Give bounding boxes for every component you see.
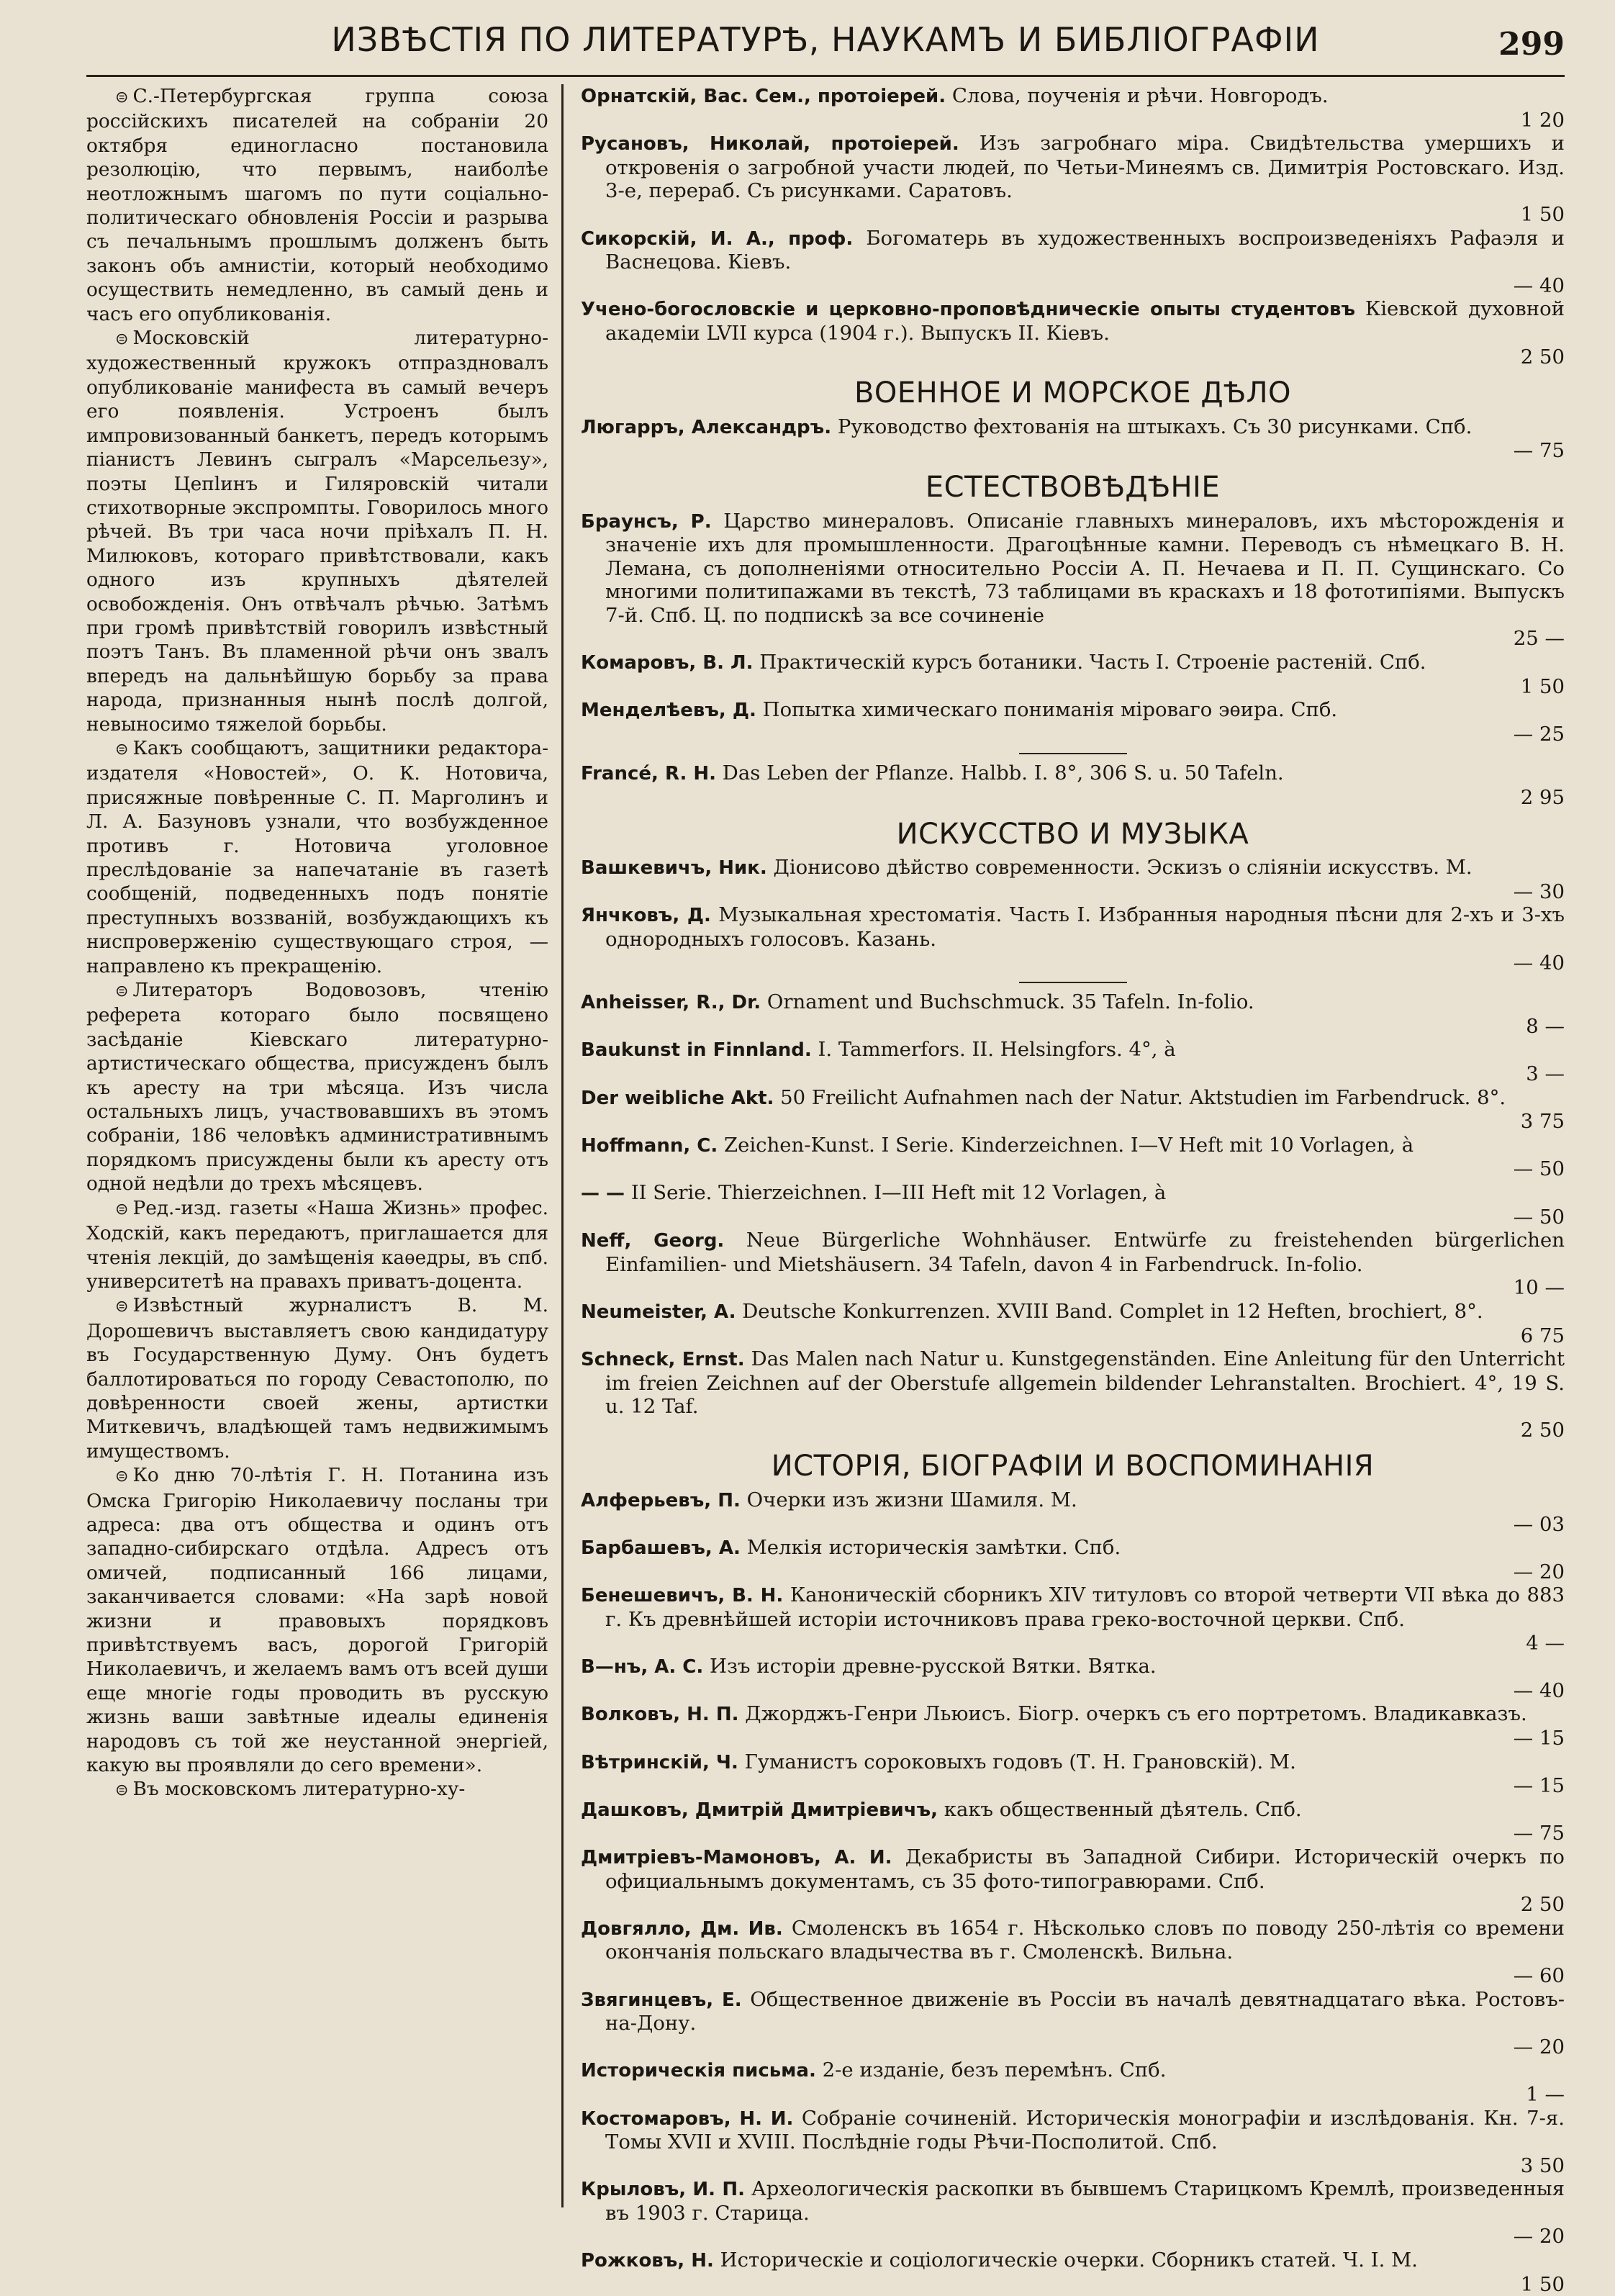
bibliography-entry	[581, 1488, 1565, 1536]
entry-text: 2-е изданіе, безъ перемѣнъ. Спб.	[822, 2058, 1167, 2082]
entry-text: Очерки изъ жизни Шамиля. М.	[746, 1488, 1077, 1512]
entry-author: Neumeister, A.	[581, 1301, 736, 1323]
entry-author: Сикорскій, И. А., проф.	[581, 227, 854, 250]
news-bullet-icon: ⊜	[115, 1200, 129, 1219]
entry-author: Бенешевичъ, В. Н.	[581, 1585, 784, 1607]
entry-text: Царство минераловъ. Описаніе главныхъ минераловъ, ихъ мѣсторожденія и значеніе ихъ для промышленности. Драгоцѣнные камни. Переводъ съ нѣмецкаго В. Н. Лемана, съ дополненіями относительно Россіи А. П. Нечаева и П. П. Сущинскаго. Со многими политипажами въ текстѣ, 73 таблицами въ краскахъ и 18 фототипіями. Выпускъ 7-й. Спб. Ц. по подпискѣ за все сочиненіе	[605, 509, 1565, 627]
bibliography-entry	[581, 227, 1565, 298]
entry-author: Hoffmann, C.	[581, 1134, 718, 1157]
bibliography-entry	[581, 651, 1565, 698]
entry-text: Ornament und Buchschmuck. 35 Tafeln. In-folio.	[766, 990, 1254, 1014]
entry-text: Das Leben der Pflanze. Halbb. I. 8°, 306 S. u. 50 Tafeln.	[722, 761, 1284, 785]
entry-author: Der weibliche Akt.	[581, 1087, 774, 1109]
entry-price: 6 75	[1520, 1324, 1565, 1347]
entry-text: Neue Bürgerliche Wohnhäuser. Entwürfe zu freistehenden bürgerlichen Einfamilien- und Mietshäusern. 34 Tafeln, davon 4 in Farbendruck. In-folio.	[605, 1229, 1565, 1276]
entry-text: Мелкія историческія замѣтки. Спб.	[746, 1536, 1121, 1560]
entry-text: Das Malen nach Natur u. Kunstgegenständen. Eine Anleitung für den Unterricht im freien Zeichnen auf der Oberstufe allgemein bildender Lehranstalten. Brochiert. 4°, 19 S. u. 12 Taf.	[605, 1347, 1565, 1419]
entry-text: Deutsche Konkurrenzen. XVIII Band. Complet in 12 Heften, brochiert, 8°.	[742, 1299, 1483, 1323]
entry-price: 4 —	[1526, 1631, 1565, 1655]
entry-author: Менделѣевъ, Д.	[581, 700, 756, 722]
news-paragraph	[86, 326, 548, 736]
news-bullet-icon: ⊜	[115, 89, 129, 107]
news-text: Литераторъ Водовозовъ, чтенію реферета котораго было посвящено засѣданіе Кіевскаго литературно-артистическаго общества, присужденъ былъ къ аресту на три мѣсяца. Изъ числа остальныхъ лицъ, участвовавшихъ въ этомъ собраніи, 186 человѣкъ административнымъ порядкомъ присуждены были къ аресту отъ одной недѣли до трехъ мѣсяцевъ.	[86, 979, 548, 1196]
entry-text: 50 Freilicht Aufnahmen nach der Natur. Aktstudien im Farbendruck. 8°.	[780, 1085, 1506, 1109]
header-title: ИЗВѢСТІЯ ПО ЛИТЕРАТУРѢ, НАУКАМЪ И БИБЛІОГРАФІИ	[331, 20, 1320, 59]
entry-price: 2 50	[1520, 1418, 1565, 1442]
news-text: С.-Петербургская группа союза россійскихъ писателей на собраніи 20 октября единогласно постановила резолюцію, что первымъ, наиболѣе неотложнымъ шагомъ по пути соціально-политическаго обновленія Россіи и разрыва съ печальнымъ прошлымъ долженъ быть законъ объ амнистіи, который необходимо осуществить немедленно, въ самый день и часъ его опубликованія.	[86, 85, 548, 325]
entry-price: 1 20	[1520, 108, 1565, 132]
news-paragraph	[86, 84, 548, 326]
bibliography-entry	[581, 1300, 1565, 1347]
news-paragraph	[86, 1463, 548, 1777]
separator-rule	[1019, 982, 1127, 983]
news-paragraph	[86, 978, 548, 1196]
bibliography-entry	[581, 1750, 1565, 1798]
bibliography-entry	[581, 990, 1565, 1038]
news-column	[86, 84, 561, 2207]
entry-text: Руководство фехтованія на штыкахъ. Съ 30 рисунками. Спб.	[837, 415, 1472, 438]
entry-price: 2 50	[1520, 1893, 1565, 1917]
bibliography-entry	[581, 761, 1565, 809]
news-bullet-icon: ⊜	[115, 1468, 129, 1486]
news-bullet-icon: ⊜	[115, 1781, 129, 1800]
entry-text: Изъ загробнаго міра. Свидѣтельства умершихъ и откровенія о загробной участи людей, по Четьи-Минеямъ св. Димитрія Ростовскаго. Изд. 3-е, перераб. Съ рисунками. Саратовъ.	[605, 132, 1565, 203]
news-paragraph	[86, 1777, 548, 1802]
entry-author: Русановъ, Николай, протоіерей.	[581, 133, 959, 155]
entry-author: Anheisser, R., Dr.	[581, 992, 761, 1014]
entry-text: Попытка химическаго пониманія міроваго эѳира. Спб.	[762, 698, 1338, 722]
separator-rule	[1019, 753, 1127, 754]
page-header	[86, 20, 1565, 71]
entry-text: Декабристы въ Западной Сибири. Историческій очеркъ по официальнымъ документамъ, съ 35 фото-типогравюрами. Спб.	[605, 1845, 1565, 1893]
entry-author: Neff, Georg.	[581, 1230, 725, 1252]
entry-author: Костомаровъ, Н. И.	[581, 2107, 794, 2130]
entry-author: Дмитріевъ-Мамоновъ, А. И.	[581, 1846, 892, 1868]
entry-author: Волковъ, Н. П.	[581, 1704, 739, 1726]
entry-text: Джорджъ-Генри Льюисъ. Біогр. очеркъ съ его портретомъ. Владикавказъ.	[745, 1702, 1527, 1726]
entry-price: 3 —	[1526, 1062, 1565, 1085]
news-bullet-icon: ⊜	[115, 740, 129, 759]
entry-text: Каноническій сборникъ XIV титуловъ со второй четверти VII вѣка до 883 г. Къ древнѣйшей исторіи источниковъ права греко-восточной церкви. Спб.	[605, 1583, 1565, 1632]
entry-author: — —	[581, 1182, 625, 1204]
entry-author: Довгялло, Дм. Ив.	[581, 1917, 783, 1940]
entry-price: 1 50	[1520, 202, 1565, 226]
entry-author: Алферьевъ, П.	[581, 1490, 741, 1512]
entry-author: Люгарръ, Александръ.	[581, 416, 832, 438]
entry-price: — 30	[1513, 880, 1565, 903]
news-text: Московскій литературно-художественный кружокъ отпраздновалъ опубликованіе манифеста въ самый вечеръ его появленія. Устроенъ былъ импровизованный банкетъ, передъ которымъ піанистъ Левинъ сыгралъ «Марсельезу», поэты Цепlинъ и Гиляровскій читали стихотворные экспромпты. Говорилось много рѣчей. Въ три часа ночи пріѣхалъ П. Н. Милюковъ, котораго привѣтствовали, какъ одного изъ крупныхъ дѣятелей освобожденія. Онъ отвѣчалъ рѣчью. Затѣмъ при громѣ привѣтствій говорилъ извѣстный поэтъ Танъ. Въ пламенной рѣчи онъ звалъ впередъ на дальнѣйшую борьбу за права народа, признанныя нынѣ послѣ долгой, невыносимо тяжелой борьбы.	[86, 327, 549, 736]
bibliography-entry	[581, 1181, 1565, 1229]
entry-author: Янчковъ, Д.	[581, 905, 711, 927]
bibliography-entry	[581, 856, 1565, 903]
entry-price: — 25	[1513, 722, 1565, 746]
entry-price: — 15	[1513, 1727, 1565, 1750]
bibliography-entry	[581, 1536, 1565, 1583]
entry-price: — 20	[1513, 1560, 1565, 1583]
entry-price: 25 —	[1513, 627, 1565, 651]
header-rule	[86, 75, 1565, 77]
bibliography-entry	[581, 2248, 1565, 2296]
entry-author: Рожковъ, Н.	[581, 2250, 714, 2272]
news-text: Извѣстный журналистъ В. М. Дорошевичъ выставляетъ свою кандидатуру въ Государственную Думу. Онъ будетъ баллотироваться по городу Севастополю, по довѣренности своей жены, артистки Миткевичъ, владѣющей тамъ недвижимымъ имуществомъ.	[86, 1294, 548, 1463]
entry-text: Музыкальная хрестоматія. Часть I. Избранныя народныя пѣсни для 2-хъ и 3-хъ однородныхъ голосовъ. Казань.	[605, 903, 1565, 951]
entry-author: Историческія письма.	[581, 2060, 816, 2082]
bibliography-entry	[581, 1798, 1565, 1845]
bibliography-entry	[581, 1917, 1565, 1988]
entry-author: Барбашевъ, А.	[581, 1537, 741, 1560]
bibliography-entry	[581, 1702, 1565, 1750]
entry-price: — 20	[1513, 2035, 1565, 2058]
entry-text: Общественное движеніе въ Россіи въ началѣ девятнадцатаго вѣка. Ростовъ-на-Дону.	[605, 1987, 1565, 2035]
entry-text: Кіевской духовной академіи LVII курса (1904 г.). Выпускъ II. Кіевъ.	[605, 297, 1565, 345]
bibliography-entry	[581, 1988, 1565, 2059]
news-text: Какъ сообщаютъ, защитники редактора-издателя «Новостей», О. К. Нотовича, присяжные повѣренные С. П. Марголинъ и Л. А. Базуновъ узнали, что возбужденное противъ г. Нотовича уголовное преслѣдованіе за напечатаніе въ газетѣ сообщеній, подведенныхъ подъ понятіе преступныхъ воззваній, возбуждающихъ къ ниспроверженію существующаго строя, — направлено къ прекращенію.	[86, 736, 548, 977]
entry-price: — 40	[1513, 274, 1565, 297]
entry-text: Изъ исторіи древне-русской Вятки. Вятка.	[710, 1655, 1157, 1678]
entry-text: Собраніе сочиненій. Историческія монографіи и изслѣдованія. Кн. 7-я. Томы XVII и XVIII. Послѣдніе годы Рѣчи-Посполитой. Спб.	[605, 2106, 1565, 2154]
entry-price: — 15	[1513, 1774, 1565, 1798]
entry-text: Богоматерь въ художественныхъ воспроизведеніяхъ Рафаэля и Васнецова. Кіевъ.	[605, 226, 1565, 274]
bibliography-entry	[581, 903, 1565, 975]
section-heading: ВОЕННОЕ И МОРСКОЕ ДѢЛО	[854, 376, 1291, 410]
bibliography-entry	[581, 1134, 1565, 1181]
bibliography-entry	[581, 2177, 1565, 2248]
bibliography-entry	[581, 1655, 1565, 1702]
bibliography-entry	[581, 132, 1565, 226]
entry-text: Смоленскъ въ 1654 г. Нѣсколько словъ по поводу 250-лѣтія со времени окончанія польскаго владычества въ г. Смоленскѣ. Вильна.	[605, 1916, 1565, 1964]
news-paragraph	[86, 1196, 548, 1294]
bibliography-entry	[581, 415, 1565, 463]
entry-price: 3 50	[1520, 2153, 1565, 2177]
entry-author: Браунсъ, Р.	[581, 510, 712, 533]
entry-text: Археологическія раскопки въ бывшемъ Старицкомъ Кремлѣ, произведенныя въ 1903 г. Старица.	[605, 2177, 1565, 2225]
entry-text: Zeichen-Kunst. I Serie. Kinderzeichnen. I—V Heft mit 10 Vorlagen, à	[723, 1133, 1414, 1157]
entry-price: 2 95	[1520, 786, 1565, 810]
news-paragraph	[86, 736, 548, 978]
entry-author: Вѣтринскій, Ч.	[581, 1751, 738, 1773]
entry-price: 1 50	[1520, 674, 1565, 698]
section-heading: ЕСТЕСТВОВѢДѢНІЕ	[925, 470, 1221, 504]
entry-text: Историческіе и соціологическіе очерки. Сборникъ статей. Ч. I. М.	[720, 2248, 1418, 2272]
entry-author: Baukunst in Finnland.	[581, 1039, 812, 1062]
entry-text: Практическій курсъ ботаники. Часть I. Строеніе растеній. Спб.	[759, 651, 1426, 674]
section-heading: ИСКУССТВО И МУЗЫКА	[896, 817, 1249, 851]
entry-price: — 50	[1513, 1205, 1565, 1229]
news-text: Въ московскомъ литературно-ху-	[132, 1778, 466, 1801]
entry-price: — 60	[1513, 1963, 1565, 1987]
entry-price: — 75	[1513, 1822, 1565, 1845]
entry-price: — 75	[1513, 439, 1565, 463]
bibliography-entry	[581, 1086, 1565, 1134]
entry-author: Вашкевичъ, Ник.	[581, 857, 767, 880]
entry-price: 1 50	[1520, 2272, 1565, 2296]
bibliography-entry	[581, 1583, 1565, 1655]
entry-price: — 20	[1513, 2225, 1565, 2248]
entry-price: — 40	[1513, 951, 1565, 975]
entry-text: Слова, поученія и рѣчи. Новгородъ.	[951, 84, 1329, 107]
news-paragraph	[86, 1293, 548, 1463]
entry-text: Діонисово дѣйство современности. Эскизъ о сліяніи искусствъ. М.	[773, 856, 1472, 880]
bibliography-entry	[581, 84, 1565, 132]
bibliography-entry	[581, 1229, 1565, 1300]
entry-author: Francé, R. H.	[581, 763, 717, 785]
bibliography-entry	[581, 297, 1565, 369]
entry-author: Комаровъ, В. Л.	[581, 652, 754, 674]
news-bullet-icon: ⊜	[115, 982, 129, 1001]
bibliography-entry	[581, 1845, 1565, 1917]
news-text: Ко дню 70-лѣтія Г. Н. Потанина изъ Омска Григорію Николаевичу посланы три адреса: два отъ общества и одинъ отъ западно-сибирскаго отдѣла. Адресъ отъ омичей, подписанный 166 лицами, заканчивается словами: «На зарѣ новой жизни и правовыхъ порядковъ привѣтствуемъ васъ, дорогой Григорій Николаевичъ, и желаемъ вамъ отъ всей души еще многіе годы проводить въ русскую жизнь ваши завѣтные идеалы единенія народовъ съ той же неустанной энергіей, какую вы проявляли до сего времени».	[86, 1464, 548, 1777]
entry-text: II Serie. Thierzeichnen. I—III Heft mit 12 Vorlagen, à	[630, 1180, 1167, 1204]
entry-author: Звягинцевъ, Е.	[581, 1989, 742, 2011]
entry-price: 8 —	[1526, 1014, 1565, 1038]
columns	[86, 84, 1565, 2296]
entry-text: Гуманистъ сороковыхъ годовъ (Т. Н. Грановскій). М.	[744, 1750, 1296, 1773]
bibliography-entry	[581, 1347, 1565, 1442]
entry-author: Орнатскій, Вас. Сем., протоіерей.	[581, 86, 946, 107]
entry-author: Крыловъ, И. П.	[581, 2179, 745, 2201]
entry-author: Дашковъ, Дмитрій Дмитріевичъ,	[581, 1799, 938, 1821]
news-bullet-icon: ⊜	[115, 330, 129, 349]
section-heading: ИСТОРІЯ, БІОГРАФІИ И ВОСПОМИНАНІЯ	[771, 1450, 1375, 1483]
entry-author: В—нъ, А. С.	[581, 1656, 704, 1678]
entry-price: — 03	[1513, 1512, 1565, 1536]
column-divider	[561, 84, 564, 2207]
entry-text: I. Tammerfors. II. Helsingfors. 4°, à	[818, 1038, 1176, 1062]
entry-price: 10 —	[1513, 1276, 1565, 1300]
page-number: 299	[1498, 26, 1565, 63]
entry-price: — 40	[1513, 1678, 1565, 1702]
entry-price: 3 75	[1520, 1110, 1565, 1134]
bibliography-entry	[581, 2107, 1565, 2178]
bibliography-column	[574, 84, 1565, 2296]
bibliography-entry	[581, 1038, 1565, 1085]
entry-author: Учено-богословскіе и церковно-проповѣдническіе опыты студентовъ	[581, 299, 1356, 321]
bibliography-entry	[581, 2058, 1565, 2106]
entry-author: Schneck, Ernst.	[581, 1349, 745, 1371]
bibliography-entry	[581, 510, 1565, 651]
entry-text: какъ общественный дѣятель. Спб.	[944, 1797, 1302, 1821]
entry-price: 2 50	[1520, 345, 1565, 369]
entry-price: — 50	[1513, 1157, 1565, 1181]
bibliography-entry	[581, 698, 1565, 746]
entry-price: 1 —	[1526, 2082, 1565, 2106]
news-text: Ред.-изд. газеты «Наша Жизнь» профес. Ходскій, какъ передаютъ, приглашается для чтенія лекцій, до замѣщенія каѳедры, въ спб. университетѣ на правахъ приватъ-доцента.	[86, 1196, 548, 1293]
news-bullet-icon: ⊜	[115, 1298, 129, 1316]
